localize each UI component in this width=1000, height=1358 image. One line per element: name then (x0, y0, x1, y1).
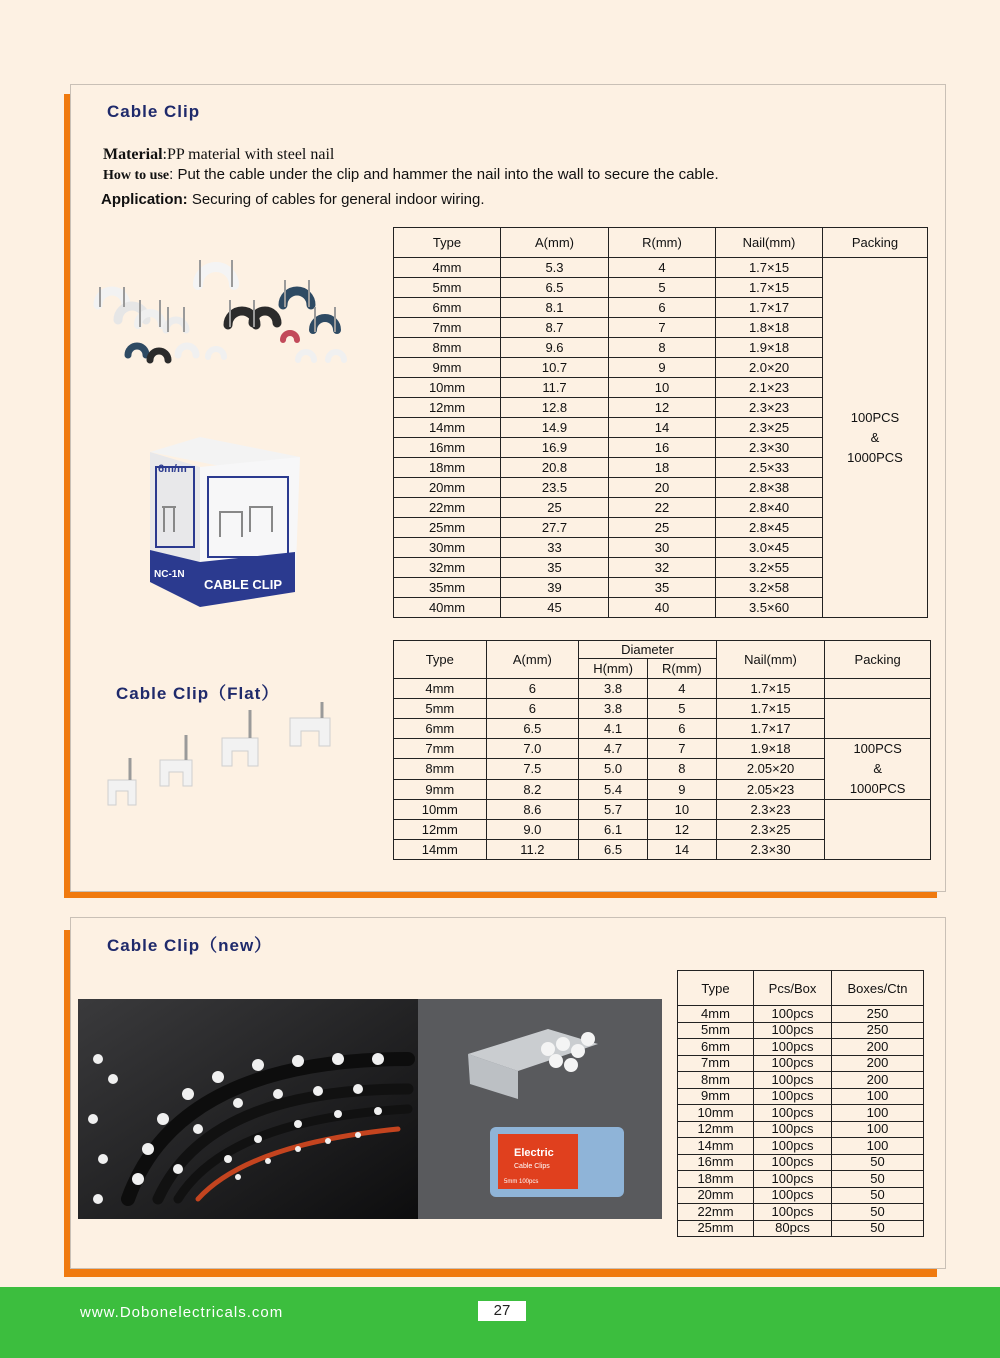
cell-a: 35 (501, 558, 609, 578)
cell-type: 18mm (394, 458, 501, 478)
application-text: Securing of cables for general indoor wiring. (187, 191, 485, 208)
table-row (678, 1171, 924, 1188)
header-h: H(mm) (579, 659, 648, 679)
cell-boxes-ctn: 250 (832, 1006, 924, 1023)
cell-a: 6 (486, 679, 579, 699)
cell-r: 32 (609, 558, 716, 578)
cell-r: 6 (609, 298, 716, 318)
cell-nail: 1.7×15 (716, 258, 823, 278)
cell-type: 14mm (394, 418, 501, 438)
cell-nail: 2.05×23 (716, 779, 825, 799)
table-header-row (678, 971, 924, 1006)
cell-pcs-box: 100pcs (754, 1088, 832, 1105)
cell-nail: 2.3×30 (716, 438, 823, 458)
table-row (394, 258, 928, 278)
table-row (678, 1121, 924, 1138)
cell-r: 20 (609, 478, 716, 498)
cell-a: 6.5 (501, 278, 609, 298)
cell-h: 6.5 (579, 840, 648, 860)
header-type: Type (394, 641, 487, 679)
cell-pcs-box: 100pcs (754, 1105, 832, 1122)
header-r: R(mm) (647, 659, 716, 679)
cell-pcs-box: 100pcs (754, 1171, 832, 1188)
cell-r: 22 (609, 498, 716, 518)
cell-nail: 2.3×23 (716, 398, 823, 418)
cell-boxes-ctn: 100 (832, 1088, 924, 1105)
cell-pcs-box: 100pcs (754, 1022, 832, 1039)
cell-r: 12 (609, 398, 716, 418)
cell-a: 5.3 (501, 258, 609, 278)
section-title-cable-clip: Cable Clip (107, 102, 201, 121)
packing-line: & (873, 761, 882, 776)
header-nail: Nail(mm) (716, 641, 825, 679)
cell-a: 8.6 (486, 800, 579, 820)
box-name-label: CABLE CLIP (204, 577, 282, 592)
flat-cable-clips-photo (100, 700, 370, 815)
cell-nail: 1.8×18 (716, 318, 823, 338)
header-boxes-ctn: Boxes/Ctn (832, 971, 924, 1006)
cell-r: 16 (609, 438, 716, 458)
cell-nail: 1.7×15 (716, 699, 825, 719)
cell-boxes-ctn: 200 (832, 1072, 924, 1089)
section-title-cable-clip-new: Cable Clip（new） (107, 936, 273, 955)
cell-a: 8.2 (486, 779, 579, 799)
cell-nail: 1.9×18 (716, 338, 823, 358)
cell-a: 27.7 (501, 518, 609, 538)
cell-r: 8 (609, 338, 716, 358)
cell-type: 16mm (678, 1154, 754, 1171)
table-row (678, 1154, 924, 1171)
header-packing: Packing (825, 641, 931, 679)
cell-nail: 3.2×55 (716, 558, 823, 578)
cell-type: 12mm (394, 820, 487, 840)
cell-h: 4.7 (579, 739, 648, 759)
cell-a: 8.1 (501, 298, 609, 318)
cell-type: 22mm (394, 498, 501, 518)
cell-pcs-box: 100pcs (754, 1187, 832, 1204)
cell-type: 7mm (394, 318, 501, 338)
cell-r: 9 (609, 358, 716, 378)
cell-r: 4 (609, 258, 716, 278)
cell-type: 10mm (394, 378, 501, 398)
table-row (678, 1055, 924, 1072)
website-link[interactable]: www.Dobonelectricals.com (80, 1304, 284, 1321)
cell-h: 3.8 (579, 679, 648, 699)
table-row (394, 679, 931, 699)
cell-nail: 2.5×33 (716, 458, 823, 478)
header-r: R(mm) (609, 228, 716, 258)
cell-boxes-ctn: 50 (832, 1204, 924, 1221)
cell-nail: 2.0×20 (716, 358, 823, 378)
header-type: Type (394, 228, 501, 258)
cell-a: 6.5 (486, 719, 579, 739)
table-header-row (394, 228, 928, 258)
cell-nail: 2.8×38 (716, 478, 823, 498)
footer-bar (0, 1287, 1000, 1358)
table-row (678, 1039, 924, 1056)
packing-line: 1000PCS (849, 781, 906, 796)
cell-nail: 2.3×30 (716, 840, 825, 860)
cell-type: 7mm (678, 1055, 754, 1072)
cell-h: 3.8 (579, 699, 648, 719)
howto-line (103, 166, 719, 184)
cell-r: 10 (609, 378, 716, 398)
cell-type: 18mm (678, 1171, 754, 1188)
cell-a: 33 (501, 538, 609, 558)
cell-boxes-ctn: 200 (832, 1039, 924, 1056)
cell-nail: 2.8×45 (716, 518, 823, 538)
packing-empty-cell (825, 699, 931, 739)
cell-a: 7.0 (486, 739, 579, 759)
header-type: Type (678, 971, 754, 1006)
cell-type: 5mm (394, 278, 501, 298)
cell-nail: 3.0×45 (716, 538, 823, 558)
cell-type: 4mm (394, 679, 487, 699)
table-row (678, 1022, 924, 1039)
cell-h: 5.4 (579, 779, 648, 799)
table-row (394, 800, 931, 820)
table-row (678, 1204, 924, 1221)
cell-pcs-box: 100pcs (754, 1055, 832, 1072)
cell-a: 45 (501, 598, 609, 618)
table-row (394, 699, 931, 719)
cell-h: 6.1 (579, 820, 648, 840)
cell-type: 4mm (678, 1006, 754, 1023)
cell-nail: 2.3×25 (716, 820, 825, 840)
cell-type: 14mm (394, 840, 487, 860)
cell-boxes-ctn: 50 (832, 1154, 924, 1171)
cell-nail: 1.9×18 (716, 739, 825, 759)
cell-r: 14 (609, 418, 716, 438)
material-line (103, 146, 334, 164)
page-number: 27 (478, 1301, 526, 1321)
flat-cable-clip-spec-table (393, 640, 931, 860)
material-text: :PP material with steel nail (162, 146, 335, 163)
cell-boxes-ctn: 200 (832, 1055, 924, 1072)
application-line (101, 191, 485, 208)
cell-pcs-box: 100pcs (754, 1006, 832, 1023)
new-cable-clips-photo (78, 999, 662, 1219)
header-a: A(mm) (486, 641, 579, 679)
cell-a: 23.5 (501, 478, 609, 498)
cell-boxes-ctn: 100 (832, 1121, 924, 1138)
howto-label: How to use (103, 168, 170, 183)
cell-boxes-ctn: 100 (832, 1138, 924, 1155)
table-row (678, 1006, 924, 1023)
cell-a: 14.9 (501, 418, 609, 438)
packing-cell (825, 739, 931, 800)
header-nail: Nail(mm) (716, 228, 823, 258)
cell-nail: 3.5×60 (716, 598, 823, 618)
cell-h: 5.0 (579, 759, 648, 779)
cell-r: 5 (647, 699, 716, 719)
packing-empty-cell (825, 800, 931, 860)
cell-type: 8mm (394, 759, 487, 779)
cell-r: 8 (647, 759, 716, 779)
cell-a: 12.8 (501, 398, 609, 418)
cell-r: 7 (609, 318, 716, 338)
cell-r: 9 (647, 779, 716, 799)
cell-pcs-box: 100pcs (754, 1204, 832, 1221)
cell-type: 8mm (678, 1072, 754, 1089)
cell-pcs-box: 100pcs (754, 1121, 832, 1138)
cell-type: 6mm (394, 298, 501, 318)
cell-type: 9mm (678, 1088, 754, 1105)
header-packing: Packing (823, 228, 928, 258)
cell-type: 25mm (394, 518, 501, 538)
cell-pcs-box: 100pcs (754, 1039, 832, 1056)
packing-empty-cell (825, 679, 931, 699)
cell-r: 25 (609, 518, 716, 538)
cell-boxes-ctn: 250 (832, 1022, 924, 1039)
cell-a: 9.0 (486, 820, 579, 840)
cell-a: 11.2 (486, 840, 579, 860)
cell-type: 32mm (394, 558, 501, 578)
cell-type: 9mm (394, 779, 487, 799)
cell-pcs-box: 100pcs (754, 1072, 832, 1089)
cell-nail: 2.8×40 (716, 498, 823, 518)
cell-type: 5mm (678, 1022, 754, 1039)
cell-h: 4.1 (579, 719, 648, 739)
packing-line: & (870, 429, 880, 445)
new-box-sub: Cable Clips (514, 1163, 550, 1170)
packing-line: 100PCS (853, 741, 902, 756)
cell-nail: 1.7×15 (716, 278, 823, 298)
cell-type: 30mm (394, 538, 501, 558)
cell-type: 8mm (394, 338, 501, 358)
table-row (394, 739, 931, 759)
cell-r: 10 (647, 800, 716, 820)
packing-cell (823, 258, 928, 618)
table-header-row (394, 641, 931, 659)
cable-clip-new-packing-table (677, 970, 924, 1237)
cell-a: 11.7 (501, 378, 609, 398)
cell-boxes-ctn: 100 (832, 1105, 924, 1122)
cell-pcs-box: 100pcs (754, 1138, 832, 1155)
cell-a: 7.5 (486, 759, 579, 779)
cell-h: 5.7 (579, 800, 648, 820)
application-label: Application: (101, 191, 188, 208)
cell-r: 30 (609, 538, 716, 558)
cell-a: 10.7 (501, 358, 609, 378)
section-title-cable-clip-flat: Cable Clip（Flat） (116, 684, 280, 703)
cell-r: 12 (647, 820, 716, 840)
cell-type: 20mm (394, 478, 501, 498)
table-row (678, 1088, 924, 1105)
cell-type: 10mm (394, 800, 487, 820)
cable-clip-spec-table (393, 227, 928, 618)
cable-clip-box-photo (140, 432, 310, 612)
cell-nail: 2.1×23 (716, 378, 823, 398)
cell-nail: 2.05×20 (716, 759, 825, 779)
table-row (678, 1220, 924, 1237)
cell-type: 35mm (394, 578, 501, 598)
cable-clips-photo (88, 245, 358, 385)
box-size-label: 6m/m (158, 463, 187, 475)
cell-type: 4mm (394, 258, 501, 278)
cell-nail: 3.2×58 (716, 578, 823, 598)
cell-type: 7mm (394, 739, 487, 759)
cell-r: 40 (609, 598, 716, 618)
cell-r: 18 (609, 458, 716, 478)
howto-text: : Put the cable under the clip and hammer the nail into the wall to secure the cable. (169, 166, 719, 183)
cell-type: 40mm (394, 598, 501, 618)
table-row (678, 1072, 924, 1089)
new-box-brand: Electric (514, 1147, 554, 1159)
cell-nail: 1.7×17 (716, 719, 825, 739)
table-row (678, 1138, 924, 1155)
cell-nail: 2.3×23 (716, 800, 825, 820)
cell-a: 6 (486, 699, 579, 719)
cell-a: 25 (501, 498, 609, 518)
cell-type: 14mm (678, 1138, 754, 1155)
cell-r: 14 (647, 840, 716, 860)
table-row (678, 1105, 924, 1122)
cell-nail: 2.3×25 (716, 418, 823, 438)
cell-nail: 1.7×15 (716, 679, 825, 699)
cell-boxes-ctn: 50 (832, 1171, 924, 1188)
cell-type: 25mm (678, 1220, 754, 1237)
cell-a: 39 (501, 578, 609, 598)
cell-r: 35 (609, 578, 716, 598)
cell-r: 5 (609, 278, 716, 298)
cell-type: 12mm (678, 1121, 754, 1138)
cell-r: 6 (647, 719, 716, 739)
header-diameter: Diameter (579, 641, 717, 659)
box-model-label: NC-1N (154, 569, 185, 580)
header-a: A(mm) (501, 228, 609, 258)
cell-type: 22mm (678, 1204, 754, 1221)
cell-r: 4 (647, 679, 716, 699)
cell-type: 6mm (394, 719, 487, 739)
packing-line: 1000PCS (847, 449, 903, 465)
cell-boxes-ctn: 50 (832, 1220, 924, 1237)
cell-boxes-ctn: 50 (832, 1187, 924, 1204)
cell-a: 8.7 (501, 318, 609, 338)
packing-line: 100PCS (850, 409, 900, 425)
cell-type: 9mm (394, 358, 501, 378)
cell-type: 10mm (678, 1105, 754, 1122)
cell-type: 20mm (678, 1187, 754, 1204)
cell-pcs-box: 80pcs (754, 1220, 832, 1237)
cell-a: 20.8 (501, 458, 609, 478)
header-pcs-box: Pcs/Box (754, 971, 832, 1006)
cell-type: 16mm (394, 438, 501, 458)
cell-type: 12mm (394, 398, 501, 418)
cell-type: 6mm (678, 1039, 754, 1056)
cell-r: 7 (647, 739, 716, 759)
new-box-size: 5mm 100pcs (504, 1179, 539, 1185)
cell-a: 16.9 (501, 438, 609, 458)
material-label: Material (103, 146, 163, 163)
cell-nail: 1.7×17 (716, 298, 823, 318)
cell-pcs-box: 100pcs (754, 1154, 832, 1171)
cell-type: 5mm (394, 699, 487, 719)
cell-a: 9.6 (501, 338, 609, 358)
table-row (678, 1187, 924, 1204)
